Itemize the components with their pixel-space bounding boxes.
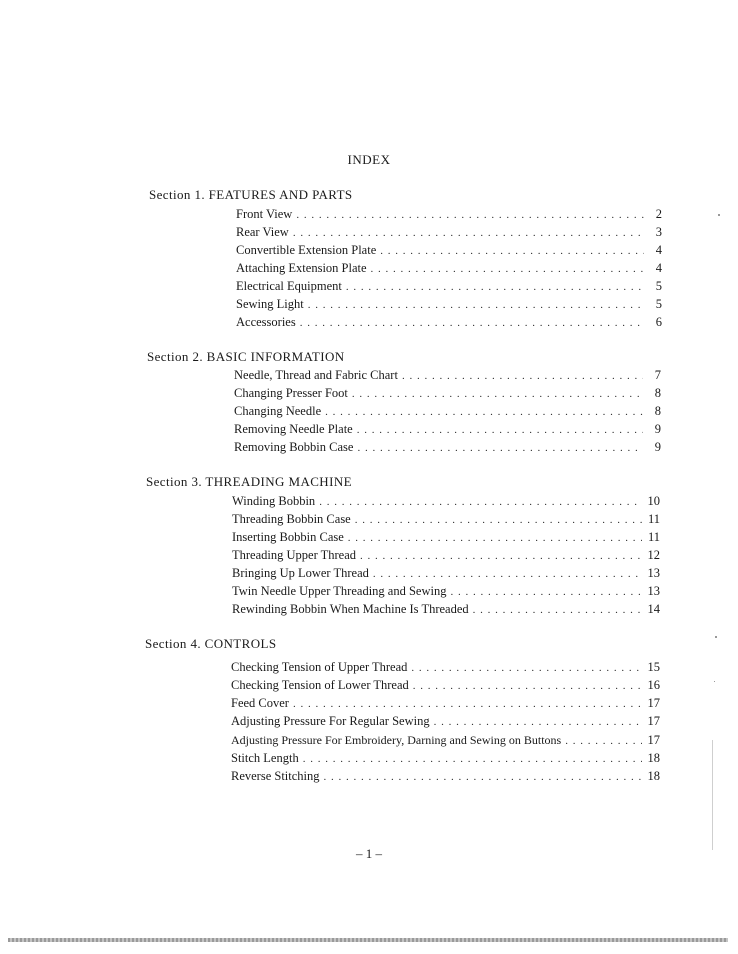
scan-speck [715, 636, 717, 638]
toc-entry: Adjusting Pressure For Regular Sewing . . . 17 [231, 714, 660, 732]
toc-entry: Rewinding Bobbin When Machine Is Threaded . . . 14 [232, 602, 660, 620]
toc-entry: Removing Bobbin Case . . . 9 [234, 440, 661, 458]
toc-entry: Inserting Bobbin Case . . . 11 [232, 530, 660, 548]
scan-edge-mark [712, 740, 713, 850]
scan-bottom-edge [8, 938, 728, 942]
toc-entry: Rear View . . . 3 [236, 225, 662, 243]
toc-entry: Bringing Up Lower Thread . . . 13 [232, 566, 660, 584]
toc-entry: Twin Needle Upper Threading and Sewing . . . 13 [232, 584, 660, 602]
toc-entry: Checking Tension of Lower Thread . . . 16 [231, 678, 660, 696]
toc-entry: Checking Tension of Upper Thread . . . 15 [231, 660, 660, 678]
page-title: INDEX [347, 152, 391, 167]
scan-speck [718, 214, 720, 216]
section-4-heading: Section 4. CONTROLS [145, 636, 277, 651]
toc-entry: Feed Cover . . . 17 [231, 696, 660, 714]
toc-entry: Needle, Thread and Fabric Chart . . . 7 [234, 368, 661, 386]
toc-entry: Electrical Equipment . . . 5 [236, 279, 662, 297]
toc-entry: Removing Needle Plate . . . 9 [234, 422, 661, 440]
page-number: – 1 – [356, 846, 382, 861]
toc-entry: Attaching Extension Plate . . . 4 [236, 261, 662, 279]
section-3-heading: Section 3. THREADING MACHINE [146, 474, 352, 489]
toc-entry: Accessories . . . 6 [236, 315, 662, 333]
toc-entry: Changing Presser Foot . . . 8 [234, 386, 661, 404]
toc-entry: Convertible Extension Plate . . . 4 [236, 243, 662, 261]
scan-speck [714, 681, 715, 682]
section-2-heading: Section 2. BASIC INFORMATION [147, 349, 345, 364]
toc-entry: Changing Needle . . . 8 [234, 404, 661, 422]
toc-entry: Adjusting Pressure For Embroidery, Darning and Sewing on Buttons . . . 17 [231, 733, 660, 751]
toc-entry: Threading Upper Thread . . . 12 [232, 548, 660, 566]
toc-entry: Sewing Light . . . 5 [236, 297, 662, 315]
toc-entry: Winding Bobbin . . . 10 [232, 494, 660, 512]
section-1-heading: Section 1. FEATURES AND PARTS [149, 187, 353, 202]
toc-entry: Reverse Stitching . . . 18 [231, 769, 660, 787]
toc-entry: Front View . . . 2 [236, 207, 662, 225]
toc-entry: Threading Bobbin Case . . . 11 [232, 512, 660, 530]
toc-entry: Stitch Length . . . 18 [231, 751, 660, 769]
